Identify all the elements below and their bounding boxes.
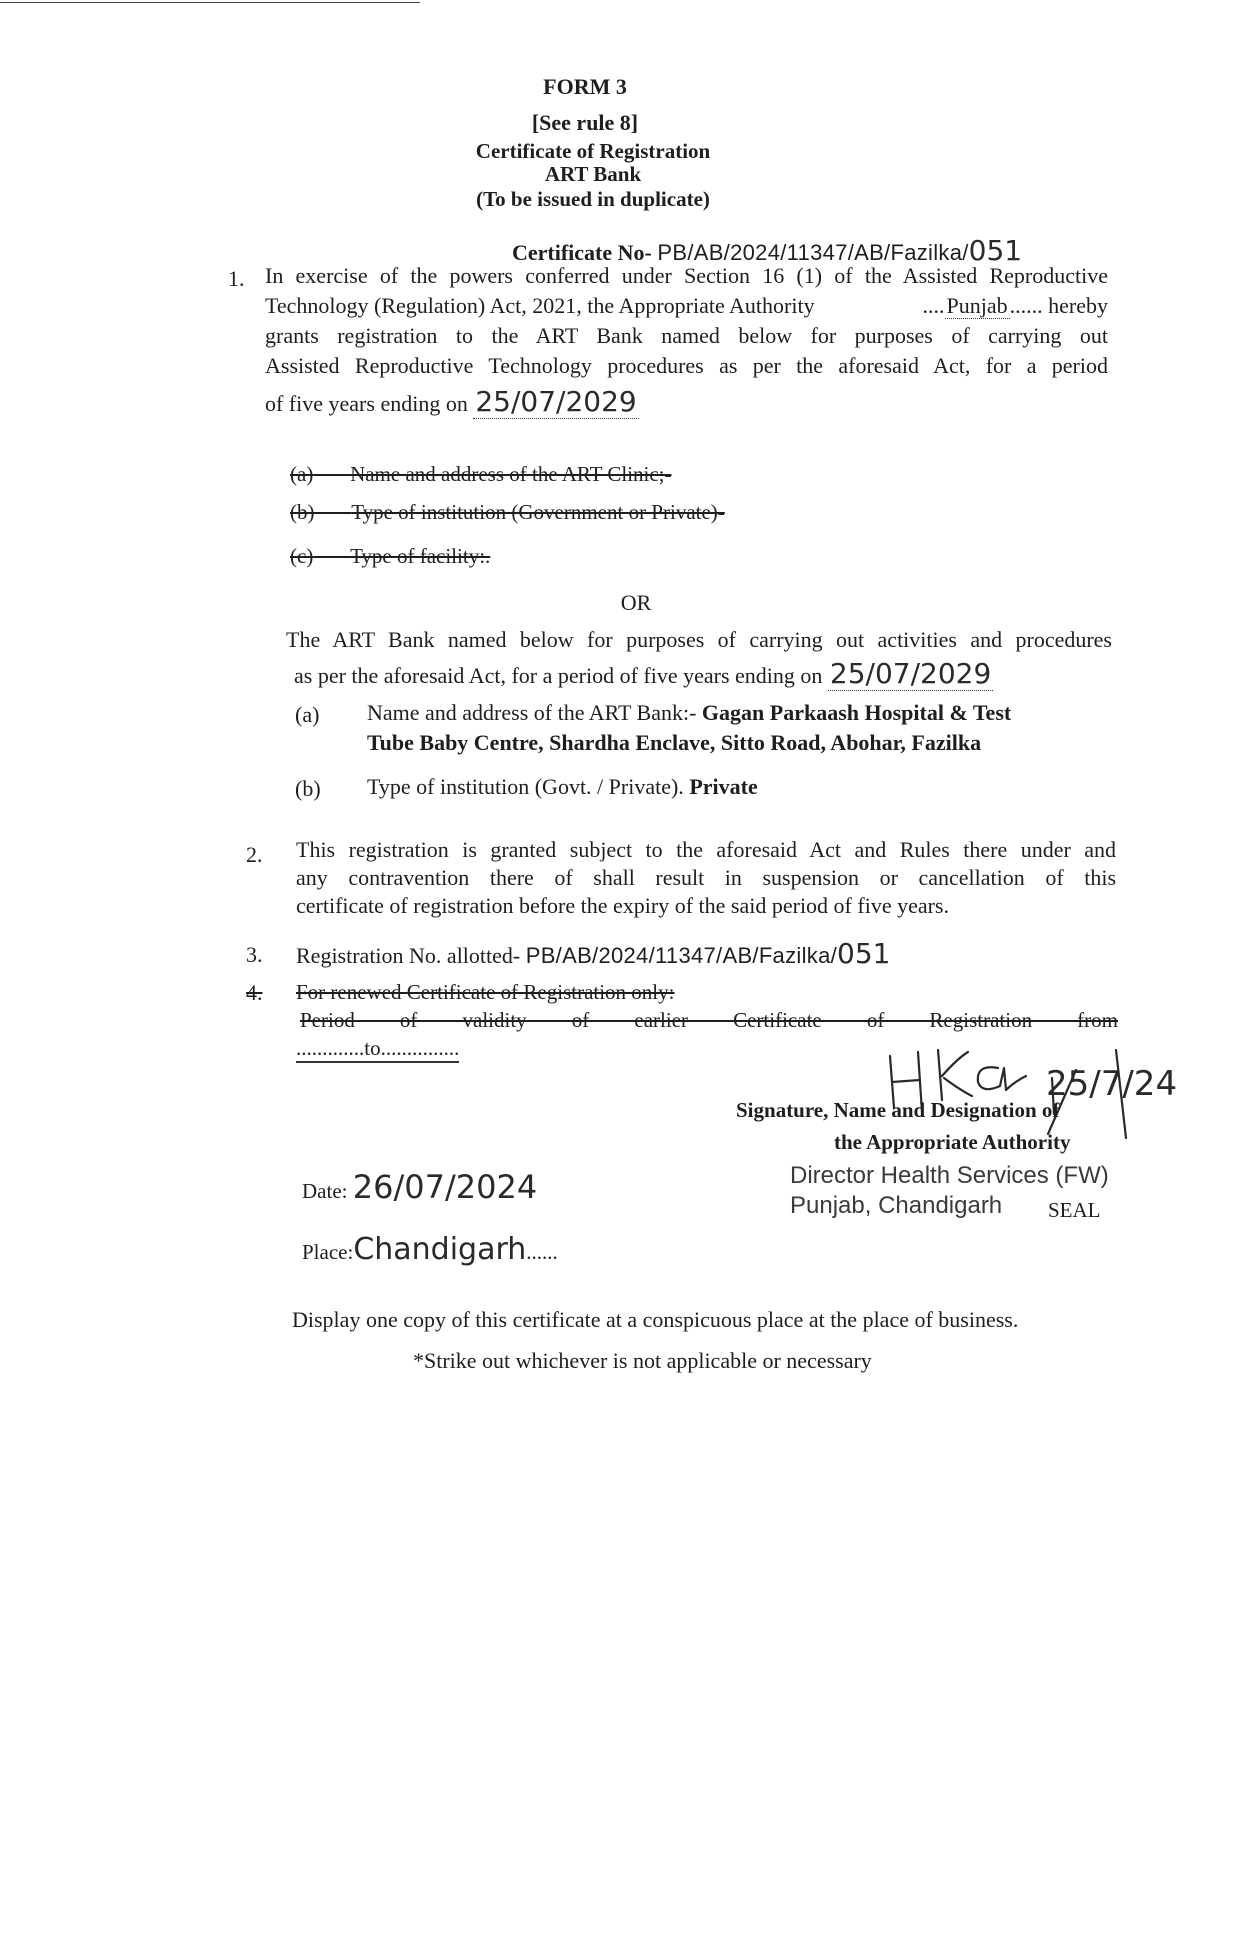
bank-item-a-label: (a): [295, 702, 320, 727]
date-line: [302, 1168, 537, 1206]
display-note: Display one copy of this certificate at a conspicuous place at the place of business.: [292, 1307, 1019, 1332]
certificate-title: Certificate of Registration: [475, 139, 711, 163]
certificate-number: PB/AB/2024/11347/AB/Fazilka/: [657, 240, 969, 265]
signature-stroke-tail: [978, 1067, 1026, 1090]
form-number: FORM 3: [543, 74, 627, 99]
struck-item-b: (b) Type of institution (Government or Private)-: [290, 500, 725, 524]
para1-line2a: Technology (Regulation) Act, 2021, the Appropriate Authority: [265, 293, 815, 318]
bank-line2: as per the aforesaid Act, for a period of five years ending on 25/07/2029: [294, 657, 992, 690]
strike-out-note: *Strike out whichever is not applicable or necessary: [413, 1348, 872, 1373]
para2-line3: certificate of registration before the expiry of the said period of five years.: [296, 893, 949, 918]
para1-end-date: 25/07/2029: [475, 385, 637, 418]
para2-number: 2.: [246, 842, 263, 867]
para1-line2: [265, 293, 1108, 319]
date-value: 26/07/2024: [352, 1168, 538, 1206]
authority-stamp-line1: Director Health Services (FW): [790, 1162, 1109, 1189]
registration-number-handwritten: 051: [837, 937, 891, 970]
para1-line1: In exercise of the powers conferred under Section 16 (1) of the Assisted Reproductive: [265, 263, 1108, 288]
place-line: Place:Chandigarh......: [302, 1232, 558, 1267]
para2-line1: This registration is granted subject to the aforesaid Act and Rules there under and: [296, 837, 1116, 862]
para3-number: 3.: [246, 942, 263, 967]
bank-item-a: Name and address of the ART Bank:- Gagan Parkaash Hospital & Test: [367, 700, 1012, 725]
para1-line5: of five years ending on 25/07/2029: [265, 385, 637, 418]
bank-item-b-label: (b): [295, 776, 321, 801]
para4-line3: .............to...............: [296, 1036, 459, 1063]
bank-item-b: Type of institution (Govt. / Private). Private: [367, 774, 758, 799]
authority-stamp-line2: Punjab, Chandigarh: [790, 1192, 1003, 1219]
issued-note: (To be issued in duplicate): [476, 187, 710, 211]
date-label: Date:: [302, 1179, 348, 1203]
certificate-number-handwritten: 051: [968, 234, 1023, 267]
para1-line3: grants registration to the ART Bank named below for purposes of carrying out: [265, 323, 1108, 348]
para1-line4: Assisted Reproductive Technology procedures as per the aforesaid Act, for a period: [265, 353, 1108, 378]
para1-number: 1.: [228, 266, 245, 291]
place-label: Place:: [302, 1240, 354, 1264]
para4-line2: Period of validity of earlier Certificate of Registration from: [300, 1008, 1118, 1032]
bank-name-address-1: Gagan Parkaash Hospital & Test: [701, 700, 1012, 725]
para4-line1: For renewed Certificate of Registration only:: [296, 980, 675, 1004]
signature-line1: Signature, Name and Designation of: [736, 1098, 1060, 1122]
signature-line2: the Appropriate Authority: [834, 1130, 1071, 1154]
signature-stroke-k: [938, 1050, 972, 1100]
registration-number-line: Registration No. allotted- PB/AB/2024/11347/AB/Fazilka/051: [296, 937, 891, 970]
place-value: Chandigarh: [353, 1232, 527, 1267]
authority-field: ....Punjab...... hereby: [922, 293, 1108, 318]
signature-date: 25/7/24: [1046, 1064, 1178, 1104]
authority-name: Punjab: [946, 293, 1008, 318]
seal-label: SEAL: [1048, 1198, 1101, 1222]
or-divider: OR: [620, 590, 652, 615]
struck-item-c: (c) Type of facility:.: [290, 544, 491, 568]
certificate-subtitle: ART Bank: [544, 162, 642, 186]
bank-line1: The ART Bank named below for purposes of carrying out activities and procedures: [286, 627, 1112, 652]
bank-name-address-2: Tube Baby Centre, Shardha Enclave, Sitto Road, Abohar, Fazilka: [367, 730, 982, 755]
registration-number: PB/AB/2024/11347/AB/Fazilka/: [525, 943, 838, 968]
top-rule: [0, 2, 420, 3]
bank-end-date: 25/07/2029: [829, 657, 992, 690]
para4-number: 4.: [246, 980, 263, 1005]
rule-reference: [See rule 8]: [531, 110, 639, 135]
certificate-number-label: Certificate No-: [512, 240, 652, 265]
para2-line2: any contravention there of shall result in suspension or cancellation of this: [296, 865, 1116, 890]
institution-type: Private: [689, 774, 758, 799]
struck-item-a: (a) Name and address of the ART Clinic;-: [290, 462, 672, 486]
